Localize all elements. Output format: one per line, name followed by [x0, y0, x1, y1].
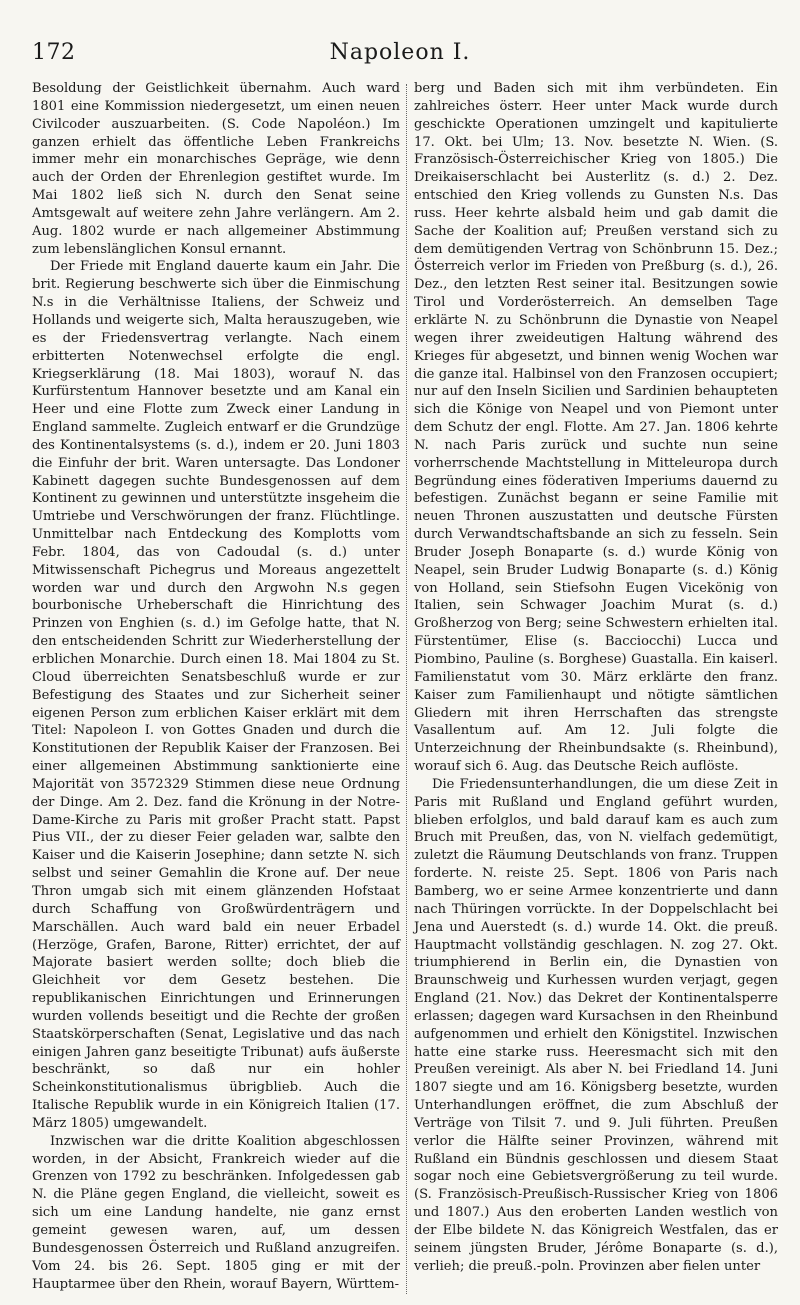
column-divider: [406, 84, 407, 1294]
paragraph: berg und Baden sich mit ihm verbündeten. Ein zahlreiches österr. Heer unter Mack wurde durch geschickte Operationen umzingelt und kapitulierte 17. Okt. bei Ulm; 13. Nov. besetzte N. Wien. (S. Französisch-Österreichischer Krieg von 1805.) Die Dreikaiserschlacht bei Austerlitz (s. d.) 2. Dez. entschied den Krieg vollends zu Gunsten N.s. Das russ. Heer kehrte alsbald heim und gab damit die Sache der Koalition auf; Preußen verstand sich zu dem demütigenden Vertrag von Schönbrunn 15. Dez.; Österreich verlor im Frieden von Preßburg (s. d.), 26. Dez., den letzten Rest seiner ital. Besitzungen sowie Tirol und Vorderösterreich. An demselben Tage erklärte N. zu Schönbrunn die Dynastie von Neapel wegen ihrer zweideutigen Haltung während des Krieges für abgesetzt, und binnen wenig Wochen war die ganze ital. Halbinsel von den Franzosen occupiert; nur auf den Inseln Sicilien und Sardinien behaupteten sich die Könige von Neapel und von Piemont unter dem Schutz der engl. Flotte. Am 27. Jan. 1806 kehrte N. nach Paris zurück und suchte nun seine vorherrschende Machtstellung in Mitteleuropa durch Begründung eines föderativen Imperiums dauernd zu befestigen. Zunächst begann er seine Familie mit neuen Thronen auszustatten und deutsche Fürsten durch Verwandtschaftsbande an sich zu fesseln. Sein Bruder Joseph Bonaparte (s. d.) wurde König von Neapel, sein Bruder Ludwig Bonaparte (s. d.) König von Holland, sein Stiefsohn Eugen Vicekönig von Italien, sein Schwager Joachim Murat (s. d.) Großherzog von Berg; seine Schwestern erhielten ital. Fürstentümer, Elise (s. Bacciocchi) Lucca und Piombino, Pauline (s. Borghese) Guastalla. Ein kaiserl. Familienstatut vom 30. März erklärte den franz. Kaiser zum Familienhaupt und nötigte sämtlichen Gliedern mit ihren Herrschaften das strengste Vasallentum auf. Am 12. Juli folgte die Unterzeichnung der Rheinbundsakte (s. Rheinbund), worauf sich 6. Aug. das Deutsche Reich auflöste.: [414, 81, 778, 775]
paragraph: Die Friedensunterhandlungen, die um diese Zeit in Paris mit Rußland und England geführt wurden, blieben erfolglos, und bald darauf kam es auch zum Bruch mit Preußen, das, von N. vielfach gedemütigt, zuletzt die Räumung Deutschlands von franz. Truppen forderte. N. reiste 25. Sept. 1806 von Paris nach Bamberg, wo er seine Armee konzentrierte und dann nach Thüringen vorrückte. In der Doppelschlacht bei Jena und Auerstedt (s. d.) wurde 14. Okt. die preuß. Hauptmacht vollständig geschlagen. N. zog 27. Okt. triumphierend in Berlin ein, die Dynastien von Braunschweig und Kurhessen wurden verjagt, gegen England (21. Nov.) das Dekret der Kontinentalsperre erlassen; dagegen ward Kursachsen in den Rheinbund aufgenommen und erhielt den Königstitel. Inzwischen hatte eine starke russ. Heeresmacht sich mit den Preußen vereinigt. Als aber N. bei Friedland 14. Juni 1807 siegte und am 16. Königsberg besetzte, wurden Unterhandlungen eröffnet, die zum Abschluß der Verträge von Tilsit 7. und 9. Juli führten. Preußen verlor die Hälfte seiner Provinzen, während mit Rußland ein Bündnis geschlossen und diesem Staat sogar noch eine Gebietsvergrößerung zu teil wurde. (S. Französisch-Preußisch-Russischer Krieg von 1806 und 1807.) Aus den eroberten Landen westlich von der Elbe bildete N. das Königreich Westfalen, das er seinem jüngsten Bruder, Jérôme Bonaparte (s. d.), verlieh; die preuß.-poln. Provinzen aber fielen unter: [414, 776, 778, 1274]
running-title: Napoleon I.: [329, 40, 471, 65]
paragraph: Inzwischen war die dritte Koalition abgeschlossen worden, in der Absicht, Frankreich wieder auf die Grenzen von 1792 zu beschränken. Infolgedessen gab N. die Pläne gegen England, die vielleicht, soweit es sich um eine Landung handelte, nie ganz ernst gemeint gewesen waren, auf, um dessen Bundesgenossen Österreich und Rußland anzugreifen. Vom 24. bis 26. Sept. 1805 ging er mit der Hauptarmee über den Rhein, worauf Bayern, Württem-: [32, 1133, 400, 1292]
paragraph: Besoldung der Geistlichkeit übernahm. Auch ward 1801 eine Kommission niedergesetzt, um einen neuen Civilcoder auszuarbeiten. (S. Code Napoléon.) Im ganzen erhielt das öffentliche Leben Frankreichs immer mehr ein monarchisches Gepräge, wie denn auch der Orden der Ehrenlegion gestiftet wurde. Im Mai 1802 ließ sich N. durch den Senat seine Amtsgewalt auf weitere zehn Jahre verlängern. Am 2. Aug. 1802 wurde er nach allgemeiner Abstimmung zum lebenslänglichen Konsul ernannt.: [32, 81, 400, 257]
page-number: 172: [32, 40, 76, 65]
left-column: [32, 80, 400, 1293]
paragraph: Der Friede mit England dauerte kaum ein Jahr. Die brit. Regierung beschwerte sich über die Einmischung N.s in die Verhältnisse Italiens, der Schweiz und Hollands und weigerte sich, Malta herauszugeben, wie es der Friedensvertrag verlangte. Nach einem erbitterten Notenwechsel erfolgte die engl. Kriegserklärung (18. Mai 1803), worauf N. das Kurfürstentum Hannover besetzte und am Kanal ein Heer und eine Flotte zum Zweck einer Landung in England sammelte. Zugleich entwarf er die Grundzüge des Kontinentalsystems (s. d.), indem er 20. Juni 1803 die Einfuhr der brit. Waren untersagte. Das Londoner Kabinett dagegen suchte Bundesgenossen auf dem Kontinent zu gewinnen und unterstützte insgeheim die Umtriebe und Verschwörungen der franz. Flüchtlinge. Unmittelbar nach Entdeckung des Komplotts vom Febr. 1804, das von Cadoudal (s. d.) unter Mitwissenschaft Pichegrus und Moreaus angezettelt worden war und durch den Argwohn N.s gegen bourbonische Urheberschaft die Hinrichtung des Prinzen von Enghien (s. d.) im Gefolge hatte, that N. den entscheidenden Schritt zur Wiederherstellung der erblichen Monarchie. Durch einen 18. Mai 1804 zu St. Cloud überreichten Senatsbeschluß wurde er zur Befestigung des Staates und zur Sicherheit seiner eigenen Person zum erblichen Kaiser erklärt mit dem Titel: Napoleon I. von Gottes Gnaden und durch die Konstitutionen der Republik Kaiser der Franzosen. Bei einer allgemeinen Abstimmung sanktionierte eine Majorität von 3572329 Stimmen diese neue Ordnung der Dinge. Am 2. Dez. fand die Krönung in der Notre-Dame-Kirche zu Paris mit großer Pracht statt. Papst Pius VII., der zu dieser Feier geladen war, salbte den Kaiser und die Kaiserin Josephine; dann setzte N. sich selbst und seiner Gemahlin die Krone auf. Der neue Thron umgab sich mit einem glänzenden Hofstaat durch Schaffung von Großwürdenträgern und Marschällen. Auch ward bald ein neuer Erbadel (Herzöge, Grafen, Barone, Ritter) errichtet, der auf Majorate basiert werden sollte; doch blieb die Gleichheit vor dem Gesetz bestehen. Die republikanischen Einrichtungen und Erinnerungen wurden vollends beseitigt und die Rechte der großen Staatskörperschaften (Senat, Legislative und das nach einigen Jahren ganz beseitigte Tribunat) aufs äußerste beschränkt, so daß nur ein hohler Scheinkonstitutionalismus übrigblieb. Auch die Italische Republik wurde in ein Königreich Italien (17. März 1805) umgewandelt.: [32, 259, 400, 1131]
right-column: [414, 80, 778, 1276]
page-header: [32, 40, 768, 74]
